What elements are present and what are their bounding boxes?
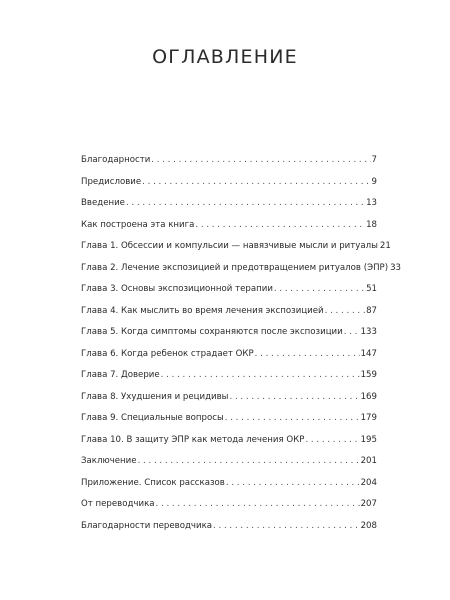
toc-entry-label: Приложение. Список рассказов [81, 477, 225, 488]
toc-entry-label: Глава 1. Обсессии и компульсии — навязчивые мысли и ритуалы [81, 241, 378, 251]
toc-entry-label: Введение [81, 198, 125, 208]
toc-leader-dots [161, 370, 360, 380]
toc-entry-page: 195 [360, 434, 377, 445]
toc-entry-label: Благодарности переводчика [81, 520, 213, 531]
toc-leader-dots [229, 392, 359, 402]
toc-entry-page: 7 [371, 155, 377, 165]
toc-leader-dots [305, 435, 359, 445]
toc-leader-dots [225, 413, 360, 423]
toc-entry-label: Заключение [81, 456, 137, 466]
toc-entry-label: Глава 5. Когда симптомы сохраняются после экспозиции [81, 327, 343, 337]
toc-entry-page: 18 [366, 219, 377, 230]
toc-entry [81, 198, 377, 220]
page-title: ОГЛАВЛЕНИЕ [152, 46, 298, 68]
toc-entry-page: 159 [360, 370, 377, 380]
toc-entry [81, 413, 377, 435]
toc-entry-label: Глава 2. Лечение экспозицией и предотвращением ритуалов (ЭПР) [81, 262, 389, 273]
toc-leader-dots [156, 499, 360, 509]
toc-entry-label: Глава 7. Доверие [81, 370, 160, 380]
toc-entry [81, 155, 377, 177]
toc-entry-page: 204 [360, 477, 377, 488]
toc-entry-label: Благодарности [81, 155, 151, 165]
toc-entry [81, 435, 377, 457]
toc-entry-page: 13 [366, 198, 377, 208]
toc-entry-label: Глава 9. Специальные вопросы [81, 413, 224, 423]
toc-entry [81, 499, 377, 521]
toc-entry-page: 169 [360, 391, 377, 402]
toc-entry-page: 133 [360, 327, 377, 337]
toc-leader-dots [151, 155, 370, 165]
toc-entry-page: 87 [366, 305, 377, 316]
toc-entry [81, 456, 377, 478]
toc-entry [81, 349, 377, 371]
toc-entry [81, 177, 377, 199]
toc-entry-label: От переводчика [81, 499, 155, 509]
toc-leader-dots [325, 306, 365, 316]
toc-entry [81, 220, 377, 242]
toc-entry-page: 179 [360, 413, 377, 423]
toc-leader-dots [213, 521, 360, 531]
toc-entry-page: 201 [360, 456, 377, 466]
toc-leader-dots [138, 456, 360, 466]
table-of-contents [81, 155, 402, 542]
toc-entry-page: 51 [366, 284, 377, 294]
toc-entry [81, 370, 377, 392]
toc-entry-page: 33 [390, 262, 402, 273]
toc-entry-page: 147 [360, 348, 377, 359]
toc-entry [81, 306, 377, 328]
toc-entry-page: 21 [379, 241, 391, 251]
toc-entry [81, 241, 391, 263]
toc-entry-page: 9 [371, 176, 377, 187]
toc-entry-label: Глава 4. Как мыслить во время лечения экспозицией [81, 305, 324, 316]
toc-entry-page: 207 [360, 499, 377, 509]
toc-entry-label: Глава 6. Когда ребенок страдает ОКР [81, 348, 254, 359]
toc-entry-label: Глава 8. Ухудшения и рецидивы [81, 391, 229, 402]
toc-entry-label: Глава 10. В защиту ЭПР как метода лечения ОКР [81, 434, 305, 445]
toc-entry-page: 208 [360, 520, 377, 531]
toc-leader-dots [255, 349, 360, 359]
toc-entry [81, 262, 402, 285]
toc-entry [81, 521, 377, 543]
toc-entry-label: Предисловие [81, 176, 142, 187]
toc-leader-dots [126, 198, 365, 208]
toc-leader-dots [274, 284, 365, 294]
toc-entry [81, 327, 377, 349]
toc-entry-label: Глава 3. Основы экспозиционной терапии [81, 284, 273, 294]
toc-entry [81, 478, 377, 500]
toc-leader-dots [226, 478, 360, 488]
toc-leader-dots [344, 327, 360, 337]
toc-entry [81, 392, 377, 414]
toc-leader-dots [142, 177, 370, 187]
toc-entry-label: Как построена эта книга [81, 219, 195, 230]
toc-entry [81, 284, 377, 306]
toc-leader-dots [195, 220, 365, 230]
